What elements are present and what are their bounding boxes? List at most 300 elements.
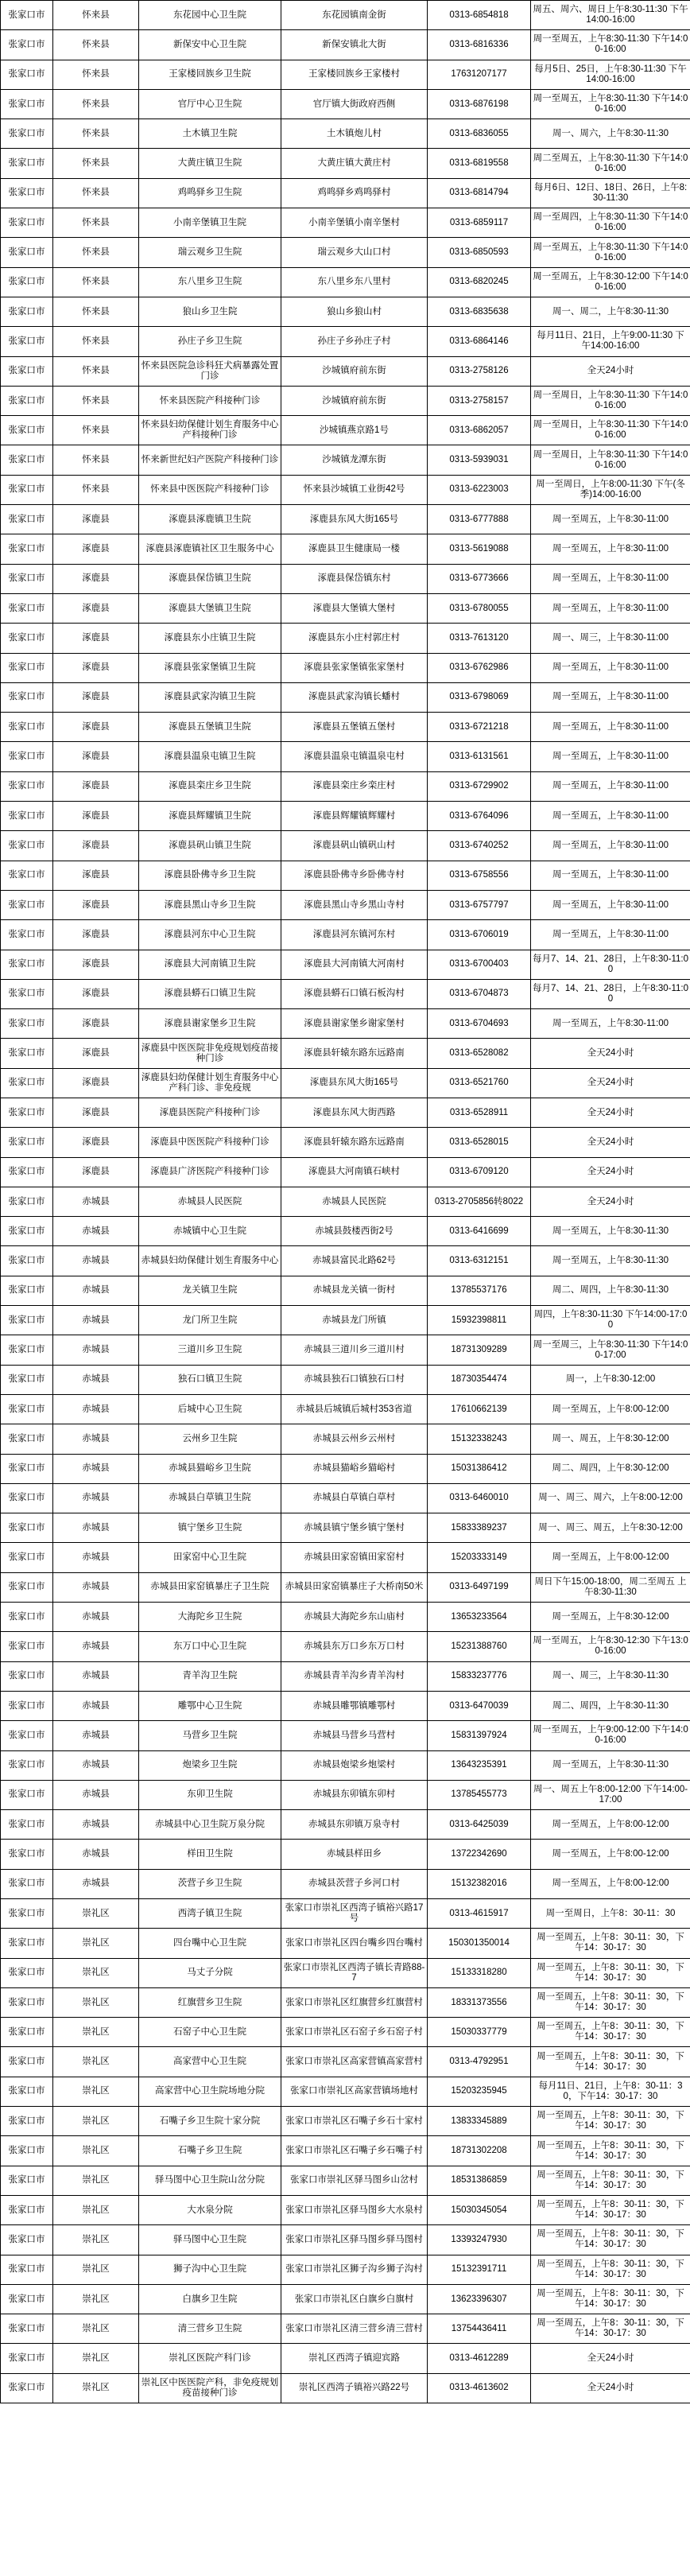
address-cell: 沙城镇燕京路1号 [281, 416, 428, 445]
phone-cell: 18531386859 [428, 2166, 531, 2195]
hours-cell: 周一至周日，上午8:30-11:30 下午14:00-16:00 [531, 445, 690, 475]
site-name-cell: 涿鹿县医院产科接种门诊 [139, 1098, 281, 1127]
city-cell: 张家口市 [1, 1929, 53, 1958]
site-name-cell: 赤城县田家窑镇暴庄子卫生院 [139, 1572, 281, 1602]
city-cell: 张家口市 [1, 149, 53, 178]
address-cell: 赤城县鼓楼西街2号 [281, 1217, 428, 1246]
hours-cell: 周一至周五，上午8:00-12:00 [531, 1810, 690, 1840]
phone-cell: 17631207177 [428, 60, 531, 89]
hours-cell: 周一至周五，上午8:30-11:00 [531, 771, 690, 801]
site-name-cell: 涿鹿县涿鹿镇卫生院 [139, 505, 281, 534]
site-name-cell: 样田卫生院 [139, 1840, 281, 1869]
district-cell: 赤城县 [53, 1454, 139, 1483]
address-cell: 沙城镇府前东街 [281, 386, 428, 415]
site-name-cell: 高家营中心卫生院 [139, 2047, 281, 2077]
table-row [1, 2166, 690, 2195]
address-cell: 张家口市崇礼区白旗乡白旗村 [281, 2284, 428, 2314]
address-cell: 涿鹿县辉耀镇辉耀村 [281, 802, 428, 831]
table-body [1, 1, 690, 2403]
site-name-cell: 土木镇卫生院 [139, 119, 281, 149]
district-cell: 赤城县 [53, 1869, 139, 1898]
address-cell: 赤城县田家窑镇田家窑村 [281, 1543, 428, 1572]
district-cell: 崇礼区 [53, 2107, 139, 2136]
phone-cell: 0313-6816336 [428, 30, 531, 60]
site-name-cell: 赤城县猫峪乡卫生院 [139, 1454, 281, 1483]
phone-cell: 0313-6709120 [428, 1157, 531, 1187]
table-row [1, 1246, 690, 1276]
phone-cell: 18730354474 [428, 1365, 531, 1394]
site-name-cell: 赤城县妇幼保健计划生育服务中心 [139, 1246, 281, 1276]
address-cell: 张家口市崇礼区石嘴子乡石十家村 [281, 2107, 428, 2136]
address-cell: 大黄庄镇大黄庄村 [281, 149, 428, 178]
address-cell: 新保安镇北大街 [281, 30, 428, 60]
city-cell: 张家口市 [1, 2077, 53, 2106]
address-cell: 赤城县猫峪乡猫峪村 [281, 1454, 428, 1483]
table-row [1, 950, 690, 979]
site-name-cell: 青羊沟卫生院 [139, 1661, 281, 1691]
hours-cell: 周一至周五，上午8:00-12:00 [531, 1840, 690, 1869]
address-cell: 赤城县茨营子乡河口村 [281, 1869, 428, 1898]
table-row [1, 2107, 690, 2136]
phone-cell: 0313-5619088 [428, 534, 531, 564]
city-cell: 张家口市 [1, 831, 53, 861]
district-cell: 涿鹿县 [53, 861, 139, 890]
address-cell: 张家口市崇礼区高家营镇场地村 [281, 2077, 428, 2106]
table-row [1, 1365, 690, 1394]
table-row [1, 1721, 690, 1750]
table-row [1, 1810, 690, 1840]
phone-cell: 0313-6758556 [428, 861, 531, 890]
table-row [1, 1068, 690, 1098]
hours-cell: 周一至周日，上午8:30-11:30 下午14:00-16:00 [531, 386, 690, 415]
phone-cell: 0313-6425039 [428, 1810, 531, 1840]
hours-cell: 周一、周三、周六，上午8:00-12:00 [531, 1483, 690, 1513]
phone-cell: 15231388760 [428, 1632, 531, 1661]
district-cell: 涿鹿县 [53, 682, 139, 712]
address-cell: 张家口市崇礼区驿马图乡山岔村 [281, 2166, 428, 2195]
city-cell: 张家口市 [1, 2284, 53, 2314]
city-cell: 张家口市 [1, 1, 53, 30]
site-name-cell: 涿鹿县中医医院非免疫规划疫苗接种门诊 [139, 1039, 281, 1068]
address-cell: 张家口市崇礼区驿马图乡大水泉村 [281, 2195, 428, 2224]
district-cell: 涿鹿县 [53, 742, 139, 771]
table-row [1, 1661, 690, 1691]
district-cell: 崇礼区 [53, 2373, 139, 2403]
phone-cell: 0313-6460010 [428, 1483, 531, 1513]
hours-cell: 周一、周六，上午8:30-11:30 [531, 119, 690, 149]
district-cell: 怀来县 [53, 149, 139, 178]
address-cell: 王家楼回族乡王家楼村 [281, 60, 428, 89]
table-row [1, 1929, 690, 1958]
city-cell: 张家口市 [1, 1840, 53, 1869]
district-cell: 涿鹿县 [53, 1098, 139, 1127]
phone-cell: 0313-6859117 [428, 208, 531, 238]
hours-cell: 周一至周五，上午8：30-11：30，下午14：30-17：30 [531, 2255, 690, 2284]
address-cell: 张家口市崇礼区四台嘴乡四台嘴村 [281, 1929, 428, 1958]
site-name-cell: 怀来县中医医院产科接种门诊 [139, 475, 281, 504]
table-row [1, 416, 690, 445]
city-cell: 张家口市 [1, 920, 53, 950]
city-cell: 张家口市 [1, 1128, 53, 1157]
table-row [1, 742, 690, 771]
phone-cell: 15030135001​4 [428, 1929, 531, 1958]
address-cell: 张家口市崇礼区石窑子乡石窑子村 [281, 2018, 428, 2047]
address-cell: 狼山乡狼山村 [281, 297, 428, 326]
city-cell: 张家口市 [1, 1632, 53, 1661]
city-cell: 张家口市 [1, 771, 53, 801]
city-cell: 张家口市 [1, 1009, 53, 1039]
hours-cell: 周一至周日，上午8：30-11：30 [531, 1899, 690, 1929]
site-name-cell: 瑞云观乡卫生院 [139, 238, 281, 267]
table-row [1, 505, 690, 534]
city-cell: 张家口市 [1, 297, 53, 326]
table-row [1, 1306, 690, 1335]
site-name-cell: 涿鹿县矾山镇卫生院 [139, 831, 281, 861]
district-cell: 赤城县 [53, 1394, 139, 1424]
district-cell: 崇礼区 [53, 1899, 139, 1929]
phone-cell: 0313-6528911 [428, 1098, 531, 1127]
phone-cell: 15132391711 [428, 2255, 531, 2284]
address-cell: 赤城县龙门所镇 [281, 1306, 428, 1335]
address-cell: 张家口市崇礼区高家营镇高家营村 [281, 2047, 428, 2077]
table-row [1, 1603, 690, 1632]
hours-cell: 周一至周五，上午8：30-11：30，下午14：30-17：30 [531, 2107, 690, 2136]
phone-cell: 18331373556 [428, 1987, 531, 2017]
address-cell: 涿鹿县东风大街165号 [281, 505, 428, 534]
city-cell: 张家口市 [1, 1365, 53, 1394]
table-row [1, 1572, 690, 1602]
phone-cell: 0313-6721218 [428, 713, 531, 742]
city-cell: 张家口市 [1, 416, 53, 445]
district-cell: 赤城县 [53, 1424, 139, 1454]
site-name-cell: 涿鹿县大堡镇卫生院 [139, 593, 281, 623]
site-name-cell: 涿鹿县中医医院产科接种门诊 [139, 1128, 281, 1157]
city-cell: 张家口市 [1, 1424, 53, 1454]
district-cell: 崇礼区 [53, 2166, 139, 2195]
hours-cell: 周一至周五，上午8：30-11：30，下午14：30-17：30 [531, 2166, 690, 2195]
address-cell: 涿鹿县轩辕东路东远路南 [281, 1128, 428, 1157]
district-cell: 赤城县 [53, 1572, 139, 1602]
hours-cell: 周一至周五，上午8：30-11：30，下午14：30-17：30 [531, 2225, 690, 2255]
site-name-cell: 石嘴子乡卫生院 [139, 2136, 281, 2166]
phone-cell: 13722342690 [428, 1840, 531, 1869]
hours-cell: 周一至周三，上午8:30-11:30 下午14:00-17:00 [531, 1335, 690, 1365]
phone-cell: 0313-6497199 [428, 1572, 531, 1602]
district-cell: 崇礼区 [53, 2077, 139, 2106]
district-cell: 涿鹿县 [53, 653, 139, 682]
site-name-cell: 石嘴子乡卫生院十家分院 [139, 2107, 281, 2136]
hours-cell: 每月5日、25日，上午8:30-11:30 下午14:00-16:00 [531, 60, 690, 89]
district-cell: 崇礼区 [53, 2047, 139, 2077]
table-row [1, 2077, 690, 2106]
address-cell: 东花园镇南金街 [281, 1, 428, 30]
hours-cell: 周一、周三，上午8:30-11:30 [531, 1661, 690, 1691]
site-name-cell: 田家窑中心卫生院 [139, 1543, 281, 1572]
phone-cell: 0313-5939031 [428, 445, 531, 475]
site-name-cell: 鸡鸣驿乡卫生院 [139, 178, 281, 208]
site-name-cell: 怀来县医院产科接种门诊 [139, 386, 281, 415]
address-cell: 鸡鸣驿乡鸡鸣驿村 [281, 178, 428, 208]
city-cell: 张家口市 [1, 2314, 53, 2344]
hours-cell: 周一至周五，上午8:30-12:00 [531, 1603, 690, 1632]
phone-cell: 0313-6836055 [428, 119, 531, 149]
hours-cell: 全天24小时 [531, 2373, 690, 2403]
table-row [1, 2225, 690, 2255]
table-row [1, 771, 690, 801]
hours-cell: 周一至周五，上午9:00-12:00 下午14:00-16:00 [531, 1721, 690, 1750]
table-row [1, 1217, 690, 1246]
table-row [1, 1483, 690, 1513]
table-row [1, 1691, 690, 1720]
hours-cell: 周一至周五，上午8:30-11:00 [531, 742, 690, 771]
district-cell: 崇礼区 [53, 1929, 139, 1958]
phone-cell: 0313-6521760 [428, 1068, 531, 1098]
city-cell: 张家口市 [1, 890, 53, 919]
hours-cell: 周一至周五，上午8:30-11:30 下午14:00-16:00 [531, 30, 690, 60]
site-name-cell: 大海陀乡卫生院 [139, 1603, 281, 1632]
address-cell: 涿鹿县五堡镇五堡村 [281, 713, 428, 742]
city-cell: 张家口市 [1, 624, 53, 653]
district-cell: 赤城县 [53, 1661, 139, 1691]
phone-cell: 0313-6704693 [428, 1009, 531, 1039]
district-cell: 涿鹿县 [53, 802, 139, 831]
hours-cell: 全天24小时 [531, 1157, 690, 1187]
phone-cell: 0313-6704873 [428, 979, 531, 1008]
table-row [1, 682, 690, 712]
district-cell: 赤城县 [53, 1306, 139, 1335]
city-cell: 张家口市 [1, 178, 53, 208]
table-row [1, 1543, 690, 1572]
hours-cell: 周一至周五，上午8:30-11:00 [531, 890, 690, 919]
address-cell: 官厅镇大街政府西侧 [281, 89, 428, 119]
hours-cell: 周一至周五，上午8:30-11:30 [531, 1217, 690, 1246]
address-cell: 涿鹿县栾庄乡栾庄村 [281, 771, 428, 801]
table-row [1, 267, 690, 297]
address-cell: 赤城县云州乡云州村 [281, 1424, 428, 1454]
site-name-cell: 涿鹿县广济医院产科接种门诊 [139, 1157, 281, 1187]
address-cell: 赤城县马营乡马营村 [281, 1721, 428, 1750]
site-name-cell: 四台嘴中心卫生院 [139, 1929, 281, 1958]
site-name-cell: 大黄庄镇卫生院 [139, 149, 281, 178]
table-row [1, 1424, 690, 1454]
site-name-cell: 驿马图中心卫生院 [139, 2225, 281, 2255]
district-cell: 涿鹿县 [53, 1157, 139, 1187]
table-row [1, 831, 690, 861]
district-cell: 崇礼区 [53, 2314, 139, 2344]
table-row [1, 1840, 690, 1869]
city-cell: 张家口市 [1, 1217, 53, 1246]
table-row [1, 653, 690, 682]
phone-cell: 0313-6764096 [428, 802, 531, 831]
address-cell: 赤城县独石口镇独石口村 [281, 1365, 428, 1394]
district-cell: 怀来县 [53, 89, 139, 119]
site-name-cell: 小南辛堡镇卫生院 [139, 208, 281, 238]
table-row [1, 1009, 690, 1039]
phone-cell: 13393247930 [428, 2225, 531, 2255]
city-cell: 张家口市 [1, 593, 53, 623]
address-cell: 涿鹿县蟒石口镇石板沟村 [281, 979, 428, 1008]
address-cell: 赤城县东万口乡东万口村 [281, 1632, 428, 1661]
site-name-cell: 大水泉分院 [139, 2195, 281, 2224]
city-cell: 张家口市 [1, 505, 53, 534]
site-name-cell: 怀来县医院急诊科狂犬病暴露处置门诊 [139, 356, 281, 386]
address-cell: 张家口市崇礼区西湾子镇裕兴路17号 [281, 1899, 428, 1929]
phone-cell: 15132338243 [428, 1424, 531, 1454]
phone-cell: 18731309289 [428, 1335, 531, 1365]
city-cell: 张家口市 [1, 1335, 53, 1365]
site-name-cell: 王家楼回族乡卫生院 [139, 60, 281, 89]
phone-cell: 13754436411 [428, 2314, 531, 2344]
district-cell: 怀来县 [53, 416, 139, 445]
city-cell: 张家口市 [1, 1603, 53, 1632]
table-row [1, 2284, 690, 2314]
table-row [1, 1632, 690, 1661]
table-row [1, 2344, 690, 2373]
phone-cell: 15031386412 [428, 1454, 531, 1483]
hours-cell: 周一至周五，上午8:30-11:00 [531, 861, 690, 890]
site-name-cell: 镇宁堡乡卫生院 [139, 1513, 281, 1543]
table-row [1, 1335, 690, 1365]
hours-cell: 周一至周五，上午8:30-11:00 [531, 534, 690, 564]
address-cell: 涿鹿县大河南镇大河南村 [281, 950, 428, 979]
hours-cell: 周一至周五，上午8：30-11：30，下午14：30-17：30 [531, 1958, 690, 1987]
address-cell: 赤城县镇宁堡乡镇宁堡村 [281, 1513, 428, 1543]
phone-cell: 15203235945 [428, 2077, 531, 2106]
table-row [1, 119, 690, 149]
hours-cell: 周一至周五，上午8：30-11：30，下午14：30-17：30 [531, 1987, 690, 2017]
site-name-cell: 三道川乡卫生院 [139, 1335, 281, 1365]
phone-cell: 0313-6416699 [428, 1217, 531, 1246]
city-cell: 张家口市 [1, 1039, 53, 1068]
hours-cell: 周五、周六、周日上午8:30-11:30 下午14:00-16:00 [531, 1, 690, 30]
table-row [1, 2018, 690, 2047]
phone-cell: 0313-4792951 [428, 2047, 531, 2077]
hours-cell: 全天24小时 [531, 1068, 690, 1098]
hours-cell: 周一至周五，上午8:30-11:30 下午14:00-16:00 [531, 89, 690, 119]
table-row [1, 238, 690, 267]
hours-cell: 周一至周五，上午8:30-12:00 下午14:00-16:00 [531, 267, 690, 297]
table-row [1, 30, 690, 60]
phone-cell: 0313-4612289 [428, 2344, 531, 2373]
phone-cell: 0313-7613120 [428, 624, 531, 653]
phone-cell: 0313-6223003 [428, 475, 531, 504]
district-cell: 怀来县 [53, 327, 139, 356]
city-cell: 张家口市 [1, 1958, 53, 1987]
table-row [1, 2047, 690, 2077]
hours-cell: 周一至周五，上午8:30-11:00 [531, 713, 690, 742]
phone-cell: 17610662139 [428, 1394, 531, 1424]
district-cell: 赤城县 [53, 1840, 139, 1869]
city-cell: 张家口市 [1, 2225, 53, 2255]
city-cell: 张家口市 [1, 2166, 53, 2195]
city-cell: 张家口市 [1, 2255, 53, 2284]
address-cell: 赤城县样田乡 [281, 1840, 428, 1869]
city-cell: 张家口市 [1, 475, 53, 504]
district-cell: 涿鹿县 [53, 1068, 139, 1098]
district-cell: 赤城县 [53, 1780, 139, 1809]
city-cell: 张家口市 [1, 2018, 53, 2047]
hours-cell: 周二至周五，上午8:30-11:30 下午14:00-16:00 [531, 149, 690, 178]
table-row [1, 1157, 690, 1187]
city-cell: 张家口市 [1, 1098, 53, 1127]
table-row [1, 208, 690, 238]
table-row [1, 2314, 690, 2344]
site-name-cell: 独石口镇卫生院 [139, 1365, 281, 1394]
address-cell: 赤城县东卯镇东卯村 [281, 1780, 428, 1809]
district-cell: 赤城县 [53, 1810, 139, 1840]
hours-cell: 周一至周五，上午8:30-11:00 [531, 682, 690, 712]
address-cell: 涿鹿县轩辕东路东远路南 [281, 1039, 428, 1068]
site-name-cell: 白旗乡卫生院 [139, 2284, 281, 2314]
table-row [1, 445, 690, 475]
address-cell: 张家口市崇礼区西湾子镇长青路88-7 [281, 1958, 428, 1987]
table-row [1, 593, 690, 623]
district-cell: 怀来县 [53, 119, 139, 149]
hours-cell: 全天24小时 [531, 356, 690, 386]
hours-cell: 周一、周五上午8:00-12:00 下午14:00-17:00 [531, 1780, 690, 1809]
site-name-cell: 马营乡卫生院 [139, 1721, 281, 1750]
address-cell: 张家口市崇礼区石嘴子乡石嘴子村 [281, 2136, 428, 2166]
phone-cell: 15833237776 [428, 1661, 531, 1691]
address-cell: 涿鹿县黑山寺乡黑山寺村 [281, 890, 428, 919]
table-row [1, 802, 690, 831]
district-cell: 怀来县 [53, 238, 139, 267]
district-cell: 涿鹿县 [53, 505, 139, 534]
table-row [1, 475, 690, 504]
city-cell: 张家口市 [1, 2373, 53, 2403]
city-cell: 张家口市 [1, 1899, 53, 1929]
address-cell: 张家口市崇礼区红旗营乡红旗营村 [281, 1987, 428, 2017]
district-cell: 崇礼区 [53, 2195, 139, 2224]
phone-cell: 0313-6706019 [428, 920, 531, 950]
district-cell: 怀来县 [53, 60, 139, 89]
hours-cell: 周二、周四，上午8:30-11:30 [531, 1691, 690, 1720]
phone-cell: 0313-6312151 [428, 1246, 531, 1276]
hours-cell: 全天24小时 [531, 1039, 690, 1068]
district-cell: 涿鹿县 [53, 950, 139, 979]
hours-cell: 周一至周五，上午8:30-11:00 [531, 1009, 690, 1039]
table-row [1, 1780, 690, 1809]
table-row [1, 386, 690, 415]
address-cell: 涿鹿县大河南镇石峡村 [281, 1157, 428, 1187]
address-cell: 赤城县白草镇白草村 [281, 1483, 428, 1513]
district-cell: 涿鹿县 [53, 771, 139, 801]
table-row [1, 89, 690, 119]
address-cell: 沙城镇龙潭东街 [281, 445, 428, 475]
phone-cell: 13623396307 [428, 2284, 531, 2314]
phone-cell: 0313-6780055 [428, 593, 531, 623]
district-cell: 怀来县 [53, 386, 139, 415]
city-cell: 张家口市 [1, 60, 53, 89]
hours-cell: 周一至周五，上午8:30-11:00 [531, 505, 690, 534]
hours-cell: 周一至周五，上午8：30-11：30，下午14：30-17：30 [531, 2195, 690, 2224]
address-cell: 涿鹿县矾山镇矾山村 [281, 831, 428, 861]
city-cell: 张家口市 [1, 2136, 53, 2166]
hours-cell: 周一至周五，上午8:30-11:30 [531, 1750, 690, 1780]
table-row [1, 2136, 690, 2166]
hours-cell: 周一、周二，上午8:30-11:30 [531, 297, 690, 326]
address-cell: 涿鹿县河东镇河东村 [281, 920, 428, 950]
phone-cell: 15932398811 [428, 1306, 531, 1335]
table-row [1, 564, 690, 593]
address-cell: 涿鹿县保岱镇东村 [281, 564, 428, 593]
site-name-cell: 涿鹿县涿鹿镇社区卫生服务中心 [139, 534, 281, 564]
hours-cell: 周一至周五，上午8：30-11：30，下午14：30-17：30 [531, 2018, 690, 2047]
site-name-cell: 涿鹿县大河南镇卫生院 [139, 950, 281, 979]
district-cell: 涿鹿县 [53, 1039, 139, 1068]
address-cell: 赤城县东卯镇万泉寺村 [281, 1810, 428, 1840]
site-name-cell: 赤城县白草镇卫生院 [139, 1483, 281, 1513]
